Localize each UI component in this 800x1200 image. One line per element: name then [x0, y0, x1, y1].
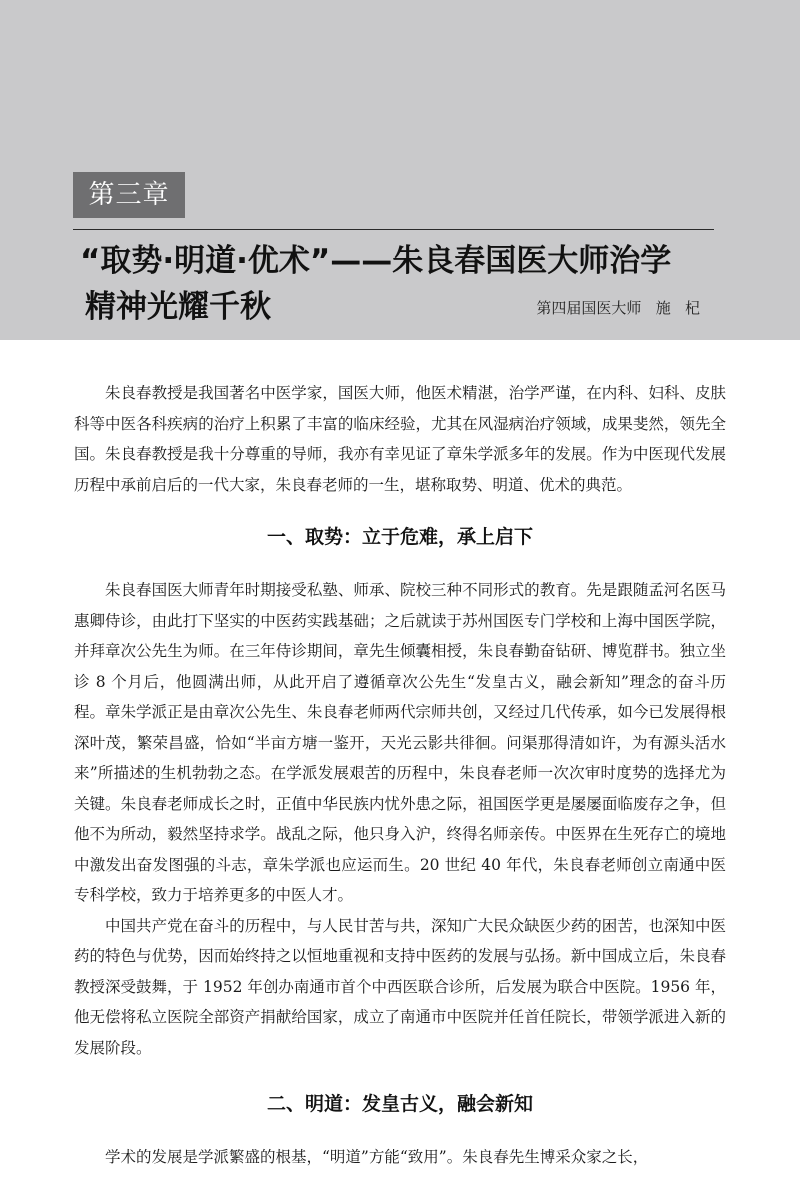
- author-byline: 第四届国医大师 施 杞: [536, 299, 700, 317]
- section-heading-2: 二、明道：发皇古义，融会新知: [266, 1093, 533, 1115]
- chapter-label: 第三章: [73, 172, 185, 218]
- intro-paragraph: 朱良春教授是我国著名中医学家，国医大师，他医术精湛，治学严谨，在内科、妇科、皮肤科等中医各科疾病的治疗上积累了丰富的临床经验，尤其在风湿病治疗领域，成果斐然，领先全国。朱良春教授是我十分尊重的导师，我亦有幸见证了章朱学派多年的发展。作为中医现代发展历程中承前启后的一代大家，朱良春老师的一生，堪称取势、明道、优术的典范。: [74, 384, 726, 494]
- section-2-paragraph-1: 学术的发展是学派繁盛的根基，“明道”方能“致用”。朱良春先生博采众家之长，: [105, 1148, 649, 1166]
- section-1-paragraph-2: 中国共产党在奋斗的历程中，与人民甘苦与共，深知广大民众缺医少药的困苦，也深知中医药的特色与优势，因而始终持之以恒地重视和支持中医药的发展与弘扬。新中国成立后，朱良春教授深受鼓舞，于 1952 年创办南通市首个中西医联合诊所，后发展为联合中医院。1956 年，他无偿将私立医院全部资产捐献给国家，成立了南通市中医院并任首任院长，带领学派进入新的发展阶段。: [74, 916, 726, 1057]
- article-body: [74, 378, 726, 1173]
- title-divider: [73, 229, 714, 230]
- section-heading-1: 一、取势：立于危难，承上启下: [266, 526, 533, 548]
- chapter-title-line-1: “取势·明道·优术”——朱良春国医大师治学: [80, 243, 672, 279]
- chapter-title-line-2: 精神光耀千秋: [85, 289, 271, 325]
- section-1-paragraph-1: 朱良春国医大师青年时期接受私塾、师承、院校三种不同形式的教育。先是跟随孟河名医马惠卿侍诊，由此打下坚实的中医药实践基础；之后就读于苏州国医专门学校和上海中国医学院，并拜章次公先生为师。在三年侍诊期间，章先生倾囊相授，朱良春勤奋钻研、博览群书。独立坐诊 8 个月后，他圆满出师，从此开启了遵循章次公先生“发皇古义，融会新知”理念的奋斗历程。章朱学派正是由章次公先生、朱良春老师两代宗师共创，又经过几代传承，如今已发展得根深叶茂，繁荣昌盛，恰如“半亩方塘一鉴开，天光云影共徘徊。问渠那得清如许，为有源头活水来”所描述的生机勃勃之态。在学派发展艰苦的历程中，朱良春老师一次次审时度势的选择尤为关键。朱良春老师成长之时，正值中华民族内忧外患之际，祖国医学更是屡屡面临废存之争，但他不为所动，毅然坚持求学。战乱之际，他只身入沪，终得名师亲传。中医界在生死存亡的境地中激发出奋发图强的斗志，章朱学派也应运而生。20 世纪 40 年代，朱良春老师创立南通中医专科学校，致力于培养更多的中医人才。: [74, 581, 726, 904]
